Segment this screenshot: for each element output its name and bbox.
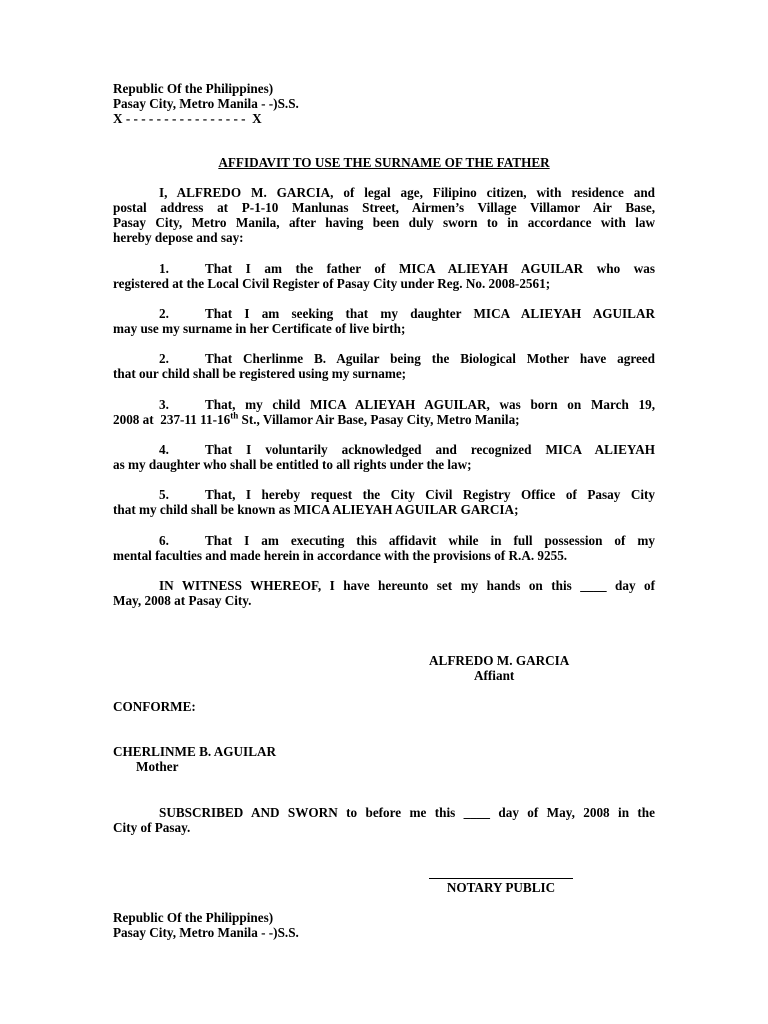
paragraph-number: 2. [159, 351, 169, 366]
paragraph-number: 3. [159, 397, 169, 412]
paragraph-line: as my daughter who shall be entitled to all rights under the law; [113, 457, 472, 472]
paragraph-line: registered at the Local Civil Register of Pasay City under Reg. No. 2008-2561; [113, 276, 551, 291]
paragraph-number: 5. [159, 487, 169, 502]
jurat-line: SUBSCRIBED AND SWORN to before me this ____ day of May, 2008 in the [159, 805, 655, 820]
paragraph-2b [113, 351, 655, 381]
paragraph-5 [113, 487, 655, 517]
paragraph-line: 6. That I am executing this affidavit while in full possession of my [159, 533, 655, 548]
intro-line: postal address at P-1-10 Manlunas Street, Airmen’s Village Villamor Air Base, [113, 200, 655, 215]
jurat-line: City of Pasay. [113, 820, 191, 835]
paragraph-line: mental faculties and made herein in accordance with the provisions of R.A. 9255. [113, 548, 568, 563]
intro-line: I, ALFREDO M. GARCIA, of legal age, Filipino citizen, with residence and [159, 185, 655, 200]
conforme-label: CONFORME: [113, 699, 196, 714]
paragraph-line: 3. That, my child MICA ALIEYAH AGUILAR, was born on March 19, [159, 397, 655, 412]
paragraph-line: may use my surname in her Certificate of live birth; [113, 321, 406, 336]
intro-paragraph [113, 185, 655, 245]
affiant-role: Affiant [474, 668, 515, 683]
venue-country: Republic Of the Philippines) [113, 81, 274, 96]
paragraph-1 [113, 261, 655, 291]
signature-line [429, 878, 573, 879]
notary-signature-block [429, 866, 573, 895]
intro-line: Pasay City, Metro Manila, after having been duly sworn to in accordance with law [113, 215, 655, 230]
paragraph-line: 4. That I voluntarily acknowledged and recognized MICA ALIEYAH [159, 442, 655, 457]
venue-header [113, 81, 655, 126]
paragraph-number: 4. [159, 442, 169, 457]
mother-name: CHERLINME B. AGUILAR [113, 744, 277, 759]
paragraph-3 [113, 397, 655, 427]
document-title: AFFIDAVIT TO USE THE SURNAME OF THE FATHER [218, 155, 550, 170]
ordinal-suffix: th [230, 410, 239, 421]
venue-city: Pasay City, Metro Manila - -)S.S. [113, 925, 299, 940]
paragraph-line: 5. That, I hereby request the City Civil Registry Office of Pasay City [159, 487, 655, 502]
intro-line: hereby depose and say: [113, 230, 244, 245]
paragraph-2 [113, 306, 655, 336]
paragraph-number: 1. [159, 261, 169, 276]
witness-line: IN WITNESS WHEREOF, I have hereunto set my hands on this ____ day of [159, 578, 655, 593]
venue-footer [113, 910, 655, 940]
witness-paragraph [113, 578, 655, 608]
mother-signature-block [113, 744, 313, 774]
document-page [113, 0, 655, 1024]
paragraph-6 [113, 533, 655, 563]
paragraph-line: 2. That Cherlinme B. Aguilar being the Biological Mother have agreed [159, 351, 655, 366]
affiant-name: ALFREDO M. GARCIA [429, 653, 570, 668]
paragraph-line: 1. That I am the father of MICA ALIEYAH AGUILAR who was [159, 261, 655, 276]
affiant-signature-block [429, 653, 589, 683]
paragraph-number: 6. [159, 533, 169, 548]
mother-role: Mother [136, 759, 179, 774]
paragraph-number: 2. [159, 306, 169, 321]
paragraph-line: 2. That I am seeking that my daughter MICA ALIEYAH AGUILAR [159, 306, 655, 321]
paragraph-line: that my child shall be known as MICA ALIEYAH AGUILAR GARCIA; [113, 502, 519, 517]
paragraph-line: 2008 at 237-11 11-16th St., Villamor Air Base, Pasay City, Metro Manila; [113, 410, 520, 427]
paragraph-line: that our child shall be registered using my surname; [113, 366, 407, 381]
venue-city: Pasay City, Metro Manila - -)S.S. [113, 96, 299, 111]
notary-label: NOTARY PUBLIC [446, 880, 556, 895]
witness-line: May, 2008 at Pasay City. [113, 593, 252, 608]
jurat-paragraph [113, 805, 655, 835]
venue-country: Republic Of the Philippines) [113, 910, 274, 925]
venue-divider: X - - - - - - - - - - - - - - - - X [113, 111, 262, 126]
paragraph-4 [113, 442, 655, 472]
